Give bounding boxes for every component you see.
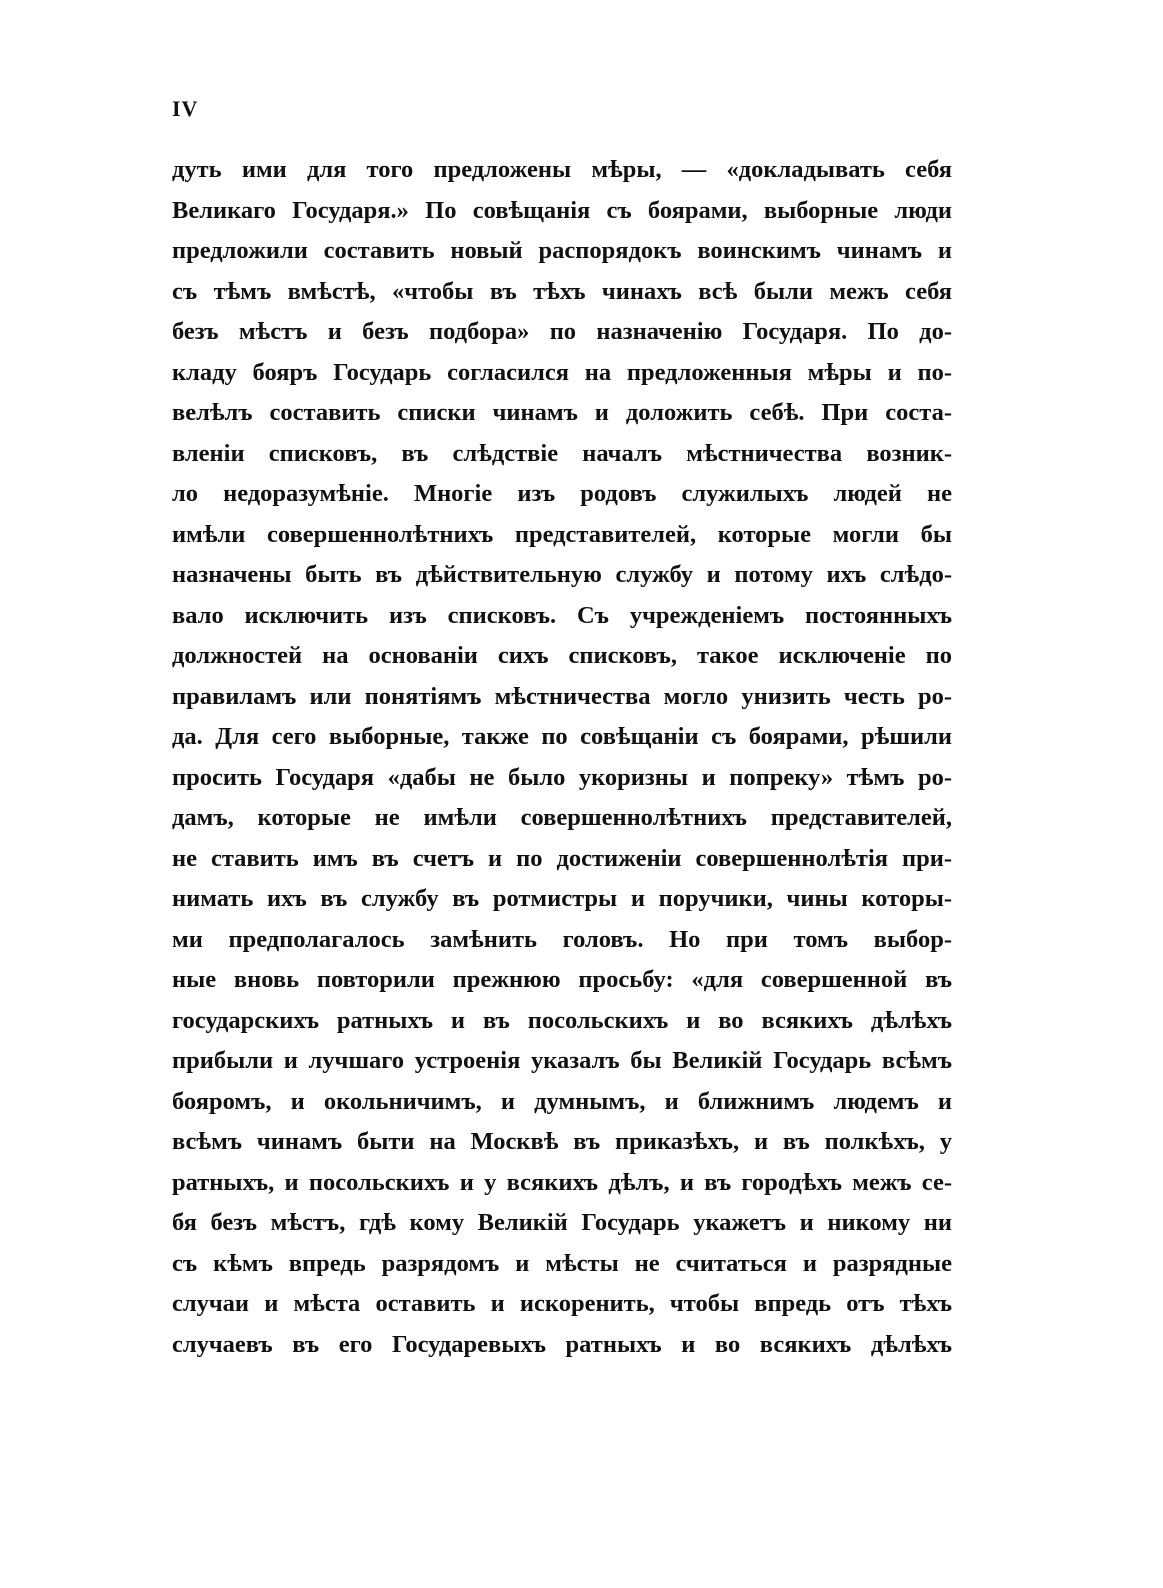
text-line: не ставить имъ въ счетъ и по достиженіи совершеннолѣтія при- [172, 844, 952, 872]
text-line: дамъ, которые не имѣли совершеннолѣтнихъ представителей, [172, 804, 952, 831]
text-line: вало исключить изъ списковъ. Съ учрежденіемъ постоянныхъ [172, 601, 952, 629]
text-line: дуть ими для того предложены мѣры, — «докладывать себя [172, 156, 952, 183]
text-line: имѣли совершеннолѣтнихъ представителей, которые могли бы [172, 520, 952, 548]
text-line: съ кѣмъ впредь разрядомъ и мѣсты не считаться и разрядные [172, 1249, 952, 1277]
text-line: безъ мѣстъ и безъ подбора» по назначенію Государя. По до- [172, 318, 952, 345]
text-line: да. Для сего выборные, также по совѣщаніи съ боярами, рѣшили [172, 723, 952, 750]
text-line: предложили составить новый распорядокъ воинскимъ чинамъ и [172, 237, 952, 264]
text-line: съ тѣмъ вмѣстѣ, «чтобы въ тѣхъ чинахъ всѣ были межъ себя [172, 277, 952, 305]
body-text [172, 150, 952, 1365]
text-line: ратныхъ, и посольскихъ и у всякихъ дѣлъ, и въ городѣхъ межъ се- [172, 1168, 952, 1196]
page-number: IV [172, 96, 199, 121]
text-line: прибыли и лучшаго устроенія указалъ бы Великій Государь всѣмъ [172, 1047, 952, 1074]
text-line: просить Государя «дабы не было укоризны и попреку» тѣмъ ро- [172, 763, 952, 791]
text-line: государскихъ ратныхъ и въ посольскихъ и во всякихъ дѣлѣхъ [172, 1006, 952, 1034]
text-line: бя безъ мѣстъ, гдѣ кому Великій Государь укажетъ и никому ни [172, 1209, 952, 1236]
text-line: случаевъ въ его Государевыхъ ратныхъ и во всякихъ дѣлѣхъ [172, 1330, 952, 1358]
text-line: ми предполагалось замѣнить головъ. Но при томъ выбор- [172, 925, 952, 953]
text-line: Великаго Государя.» По совѣщанія съ боярами, выборные люди [172, 196, 952, 224]
text-line: ло недоразумѣніе. Многіе изъ родовъ служилыхъ людей не [172, 480, 952, 507]
text-line: случаи и мѣста оставить и искоренить, чтобы впредь отъ тѣхъ [172, 1290, 952, 1317]
text-line: вленіи списковъ, въ слѣдствіе началъ мѣстничества возник- [172, 439, 952, 467]
text-line: назначены быть въ дѣйствительную службу и потому ихъ слѣдо- [172, 561, 952, 588]
text-line: всѣмъ чинамъ быти на Москвѣ въ приказѣхъ, и въ полкѣхъ, у [172, 1128, 952, 1155]
text-line: велѣлъ составить списки чинамъ и доложить себѣ. При соста- [172, 399, 952, 426]
text-line: правиламъ или понятіямъ мѣстничества могло унизить честь ро- [172, 682, 952, 710]
text-line: должностей на основаніи сихъ списковъ, такое исключеніе по [172, 642, 952, 669]
text-line: бояромъ, и окольничимъ, и думнымъ, и ближнимъ людемъ и [172, 1087, 952, 1115]
text-line: нимать ихъ въ службу въ ротмистры и поручики, чины которы- [172, 885, 952, 912]
text-line: ные вновь повторили прежнюю просьбу: «для совершенной въ [172, 966, 952, 993]
text-line: кладу бояръ Государь согласился на предложенныя мѣры и по- [172, 358, 952, 386]
